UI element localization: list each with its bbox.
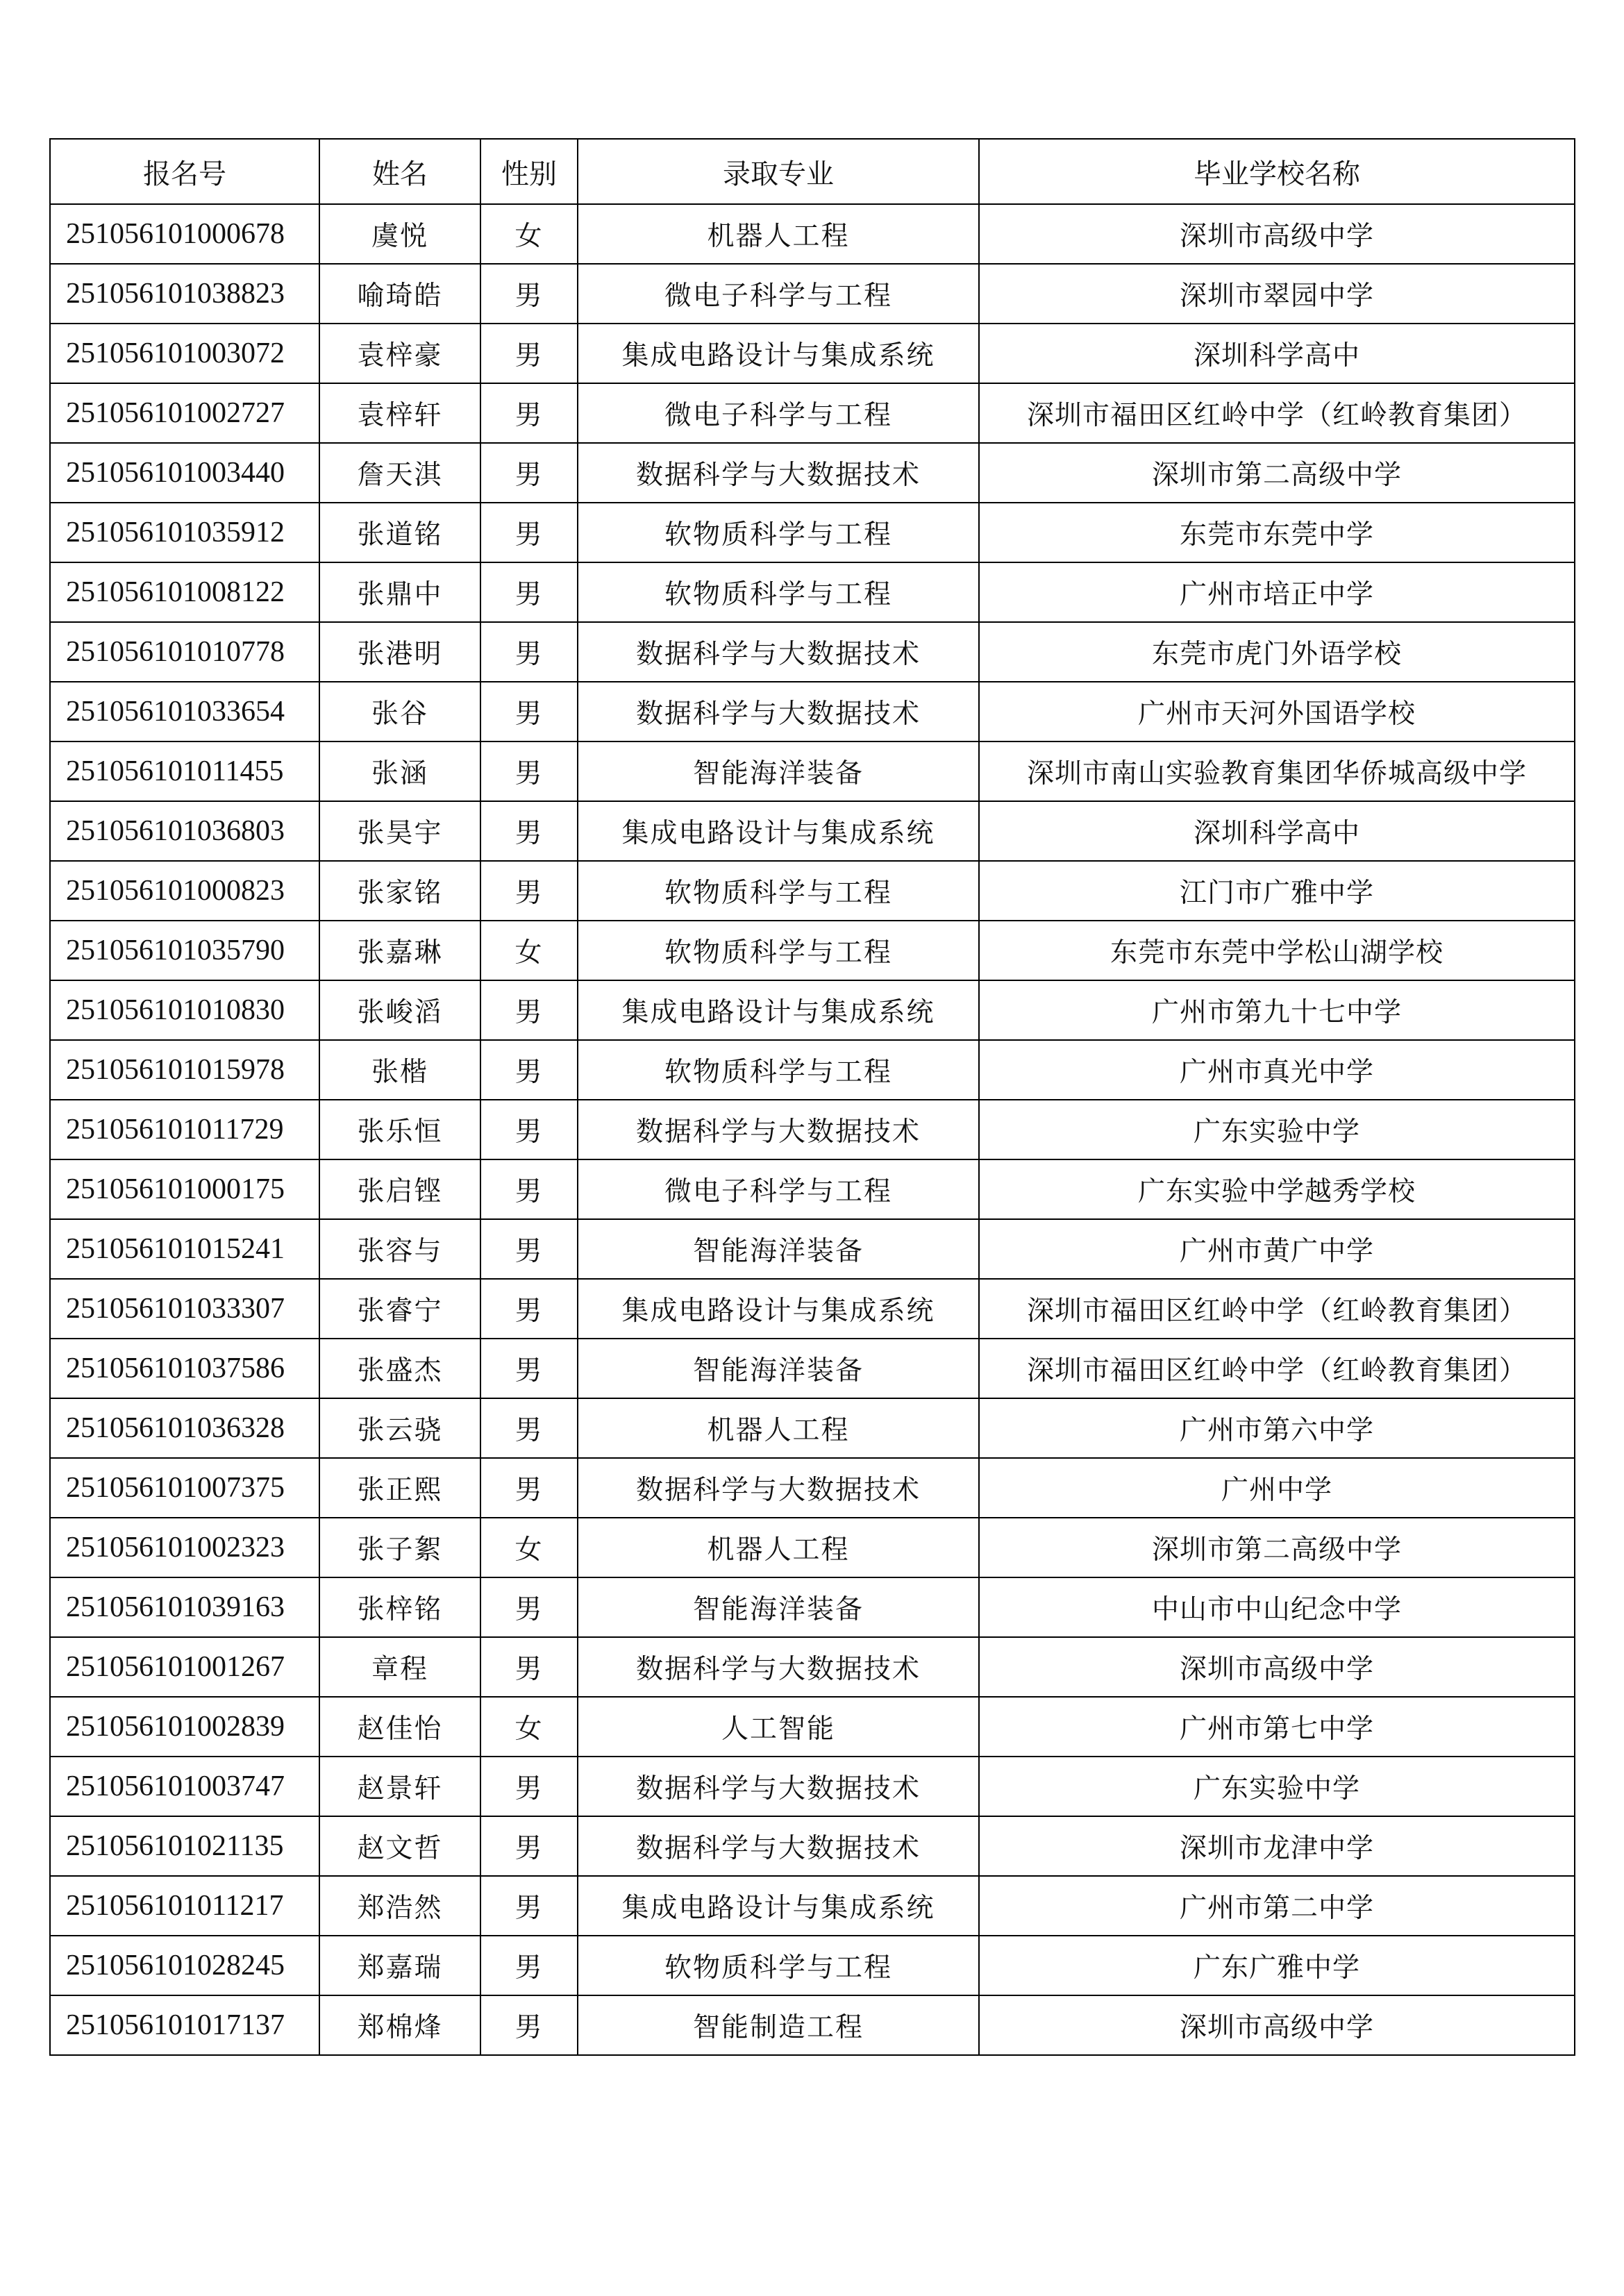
header-name: 姓名 (319, 139, 480, 204)
cell-major: 微电子科学与工程 (578, 1159, 979, 1219)
cell-registration-id: 251056101002839 (50, 1697, 319, 1757)
cell-gender: 女 (480, 204, 578, 264)
cell-major: 人工智能 (578, 1697, 979, 1757)
cell-major: 数据科学与大数据技术 (578, 1757, 979, 1816)
cell-gender: 男 (480, 1995, 578, 2055)
cell-name: 张涵 (319, 741, 480, 801)
cell-school: 广东广雅中学 (979, 1936, 1575, 1995)
cell-gender: 男 (480, 682, 578, 741)
cell-major: 软物质科学与工程 (578, 562, 979, 622)
cell-major: 数据科学与大数据技术 (578, 1100, 979, 1159)
cell-gender: 男 (480, 264, 578, 324)
cell-major: 数据科学与大数据技术 (578, 622, 979, 682)
table-row (50, 562, 1575, 622)
cell-gender: 男 (480, 1100, 578, 1159)
cell-registration-id: 251056101037586 (50, 1339, 319, 1398)
cell-school: 广州市真光中学 (979, 1040, 1575, 1100)
table-row (50, 204, 1575, 264)
table-row (50, 503, 1575, 562)
cell-school: 深圳市高级中学 (979, 1995, 1575, 2055)
cell-school: 东莞市虎门外语学校 (979, 622, 1575, 682)
cell-name: 张嘉琳 (319, 921, 480, 980)
table-row (50, 264, 1575, 324)
table-row (50, 1100, 1575, 1159)
cell-registration-id: 251056101033654 (50, 682, 319, 741)
cell-registration-id: 251056101003072 (50, 324, 319, 383)
cell-major: 集成电路设计与集成系统 (578, 1279, 979, 1339)
cell-name: 张容与 (319, 1219, 480, 1279)
table-row (50, 324, 1575, 383)
table-row (50, 1577, 1575, 1637)
cell-name: 张梓铭 (319, 1577, 480, 1637)
cell-gender: 女 (480, 921, 578, 980)
table-row (50, 1219, 1575, 1279)
cell-name: 张子絮 (319, 1518, 480, 1577)
table-header (50, 139, 1575, 204)
cell-major: 数据科学与大数据技术 (578, 1637, 979, 1697)
cell-name: 张乐恒 (319, 1100, 480, 1159)
table-row (50, 1339, 1575, 1398)
cell-major: 集成电路设计与集成系统 (578, 980, 979, 1040)
cell-registration-id: 251056101003747 (50, 1757, 319, 1816)
cell-major: 智能海洋装备 (578, 1219, 979, 1279)
cell-school: 广东实验中学 (979, 1100, 1575, 1159)
cell-school: 中山市中山纪念中学 (979, 1577, 1575, 1637)
cell-major: 智能海洋装备 (578, 1339, 979, 1398)
cell-school: 深圳市第二高级中学 (979, 1518, 1575, 1577)
cell-school: 深圳市翠园中学 (979, 264, 1575, 324)
cell-gender: 男 (480, 1279, 578, 1339)
header-major: 录取专业 (578, 139, 979, 204)
cell-name: 张启铿 (319, 1159, 480, 1219)
table-row (50, 1757, 1575, 1816)
cell-gender: 男 (480, 1637, 578, 1697)
cell-name: 张楷 (319, 1040, 480, 1100)
cell-registration-id: 251056101010778 (50, 622, 319, 682)
cell-gender: 男 (480, 622, 578, 682)
table-row (50, 801, 1575, 861)
cell-school: 深圳科学高中 (979, 324, 1575, 383)
header-school: 毕业学校名称 (979, 139, 1575, 204)
cell-name: 郑嘉瑞 (319, 1936, 480, 1995)
cell-name: 张峻滔 (319, 980, 480, 1040)
cell-gender: 男 (480, 1398, 578, 1458)
cell-name: 张昊宇 (319, 801, 480, 861)
cell-gender: 男 (480, 1816, 578, 1876)
cell-gender: 男 (480, 1339, 578, 1398)
cell-registration-id: 251056101028245 (50, 1936, 319, 1995)
cell-registration-id: 251056101017137 (50, 1995, 319, 2055)
cell-name: 张正熙 (319, 1458, 480, 1518)
cell-registration-id: 251056101011217 (50, 1876, 319, 1936)
table-row (50, 1697, 1575, 1757)
cell-registration-id: 251056101038823 (50, 264, 319, 324)
cell-major: 软物质科学与工程 (578, 503, 979, 562)
cell-name: 张家铭 (319, 861, 480, 921)
cell-major: 软物质科学与工程 (578, 1040, 979, 1100)
cell-name: 赵佳怡 (319, 1697, 480, 1757)
table-row (50, 443, 1575, 503)
cell-name: 赵景轩 (319, 1757, 480, 1816)
cell-gender: 男 (480, 1936, 578, 1995)
cell-registration-id: 251056101002727 (50, 383, 319, 443)
cell-major: 微电子科学与工程 (578, 264, 979, 324)
cell-registration-id: 251056101036803 (50, 801, 319, 861)
cell-gender: 男 (480, 980, 578, 1040)
cell-name: 袁梓轩 (319, 383, 480, 443)
cell-registration-id: 251056101021135 (50, 1816, 319, 1876)
header-gender: 性别 (480, 139, 578, 204)
table-row (50, 741, 1575, 801)
cell-major: 机器人工程 (578, 204, 979, 264)
cell-school: 广州中学 (979, 1458, 1575, 1518)
cell-registration-id: 251056101000678 (50, 204, 319, 264)
cell-registration-id: 251056101036328 (50, 1398, 319, 1458)
cell-name: 张谷 (319, 682, 480, 741)
table-row (50, 1876, 1575, 1936)
cell-major: 微电子科学与工程 (578, 383, 979, 443)
cell-school: 深圳科学高中 (979, 801, 1575, 861)
cell-school: 东莞市东莞中学 (979, 503, 1575, 562)
cell-school: 广州市第二中学 (979, 1876, 1575, 1936)
cell-school: 广州市第七中学 (979, 1697, 1575, 1757)
cell-school: 深圳市福田区红岭中学（红岭教育集团） (979, 1339, 1575, 1398)
table-row (50, 1398, 1575, 1458)
table-row (50, 1458, 1575, 1518)
cell-name: 袁梓豪 (319, 324, 480, 383)
cell-registration-id: 251056101039163 (50, 1577, 319, 1637)
cell-name: 詹天淇 (319, 443, 480, 503)
cell-major: 机器人工程 (578, 1398, 979, 1458)
cell-gender: 男 (480, 801, 578, 861)
cell-gender: 男 (480, 1458, 578, 1518)
cell-school: 深圳市第二高级中学 (979, 443, 1575, 503)
cell-gender: 女 (480, 1697, 578, 1757)
cell-registration-id: 251056101010830 (50, 980, 319, 1040)
cell-gender: 女 (480, 1518, 578, 1577)
cell-gender: 男 (480, 562, 578, 622)
cell-school: 深圳市南山实验教育集团华侨城高级中学 (979, 741, 1575, 801)
cell-school: 深圳市福田区红岭中学（红岭教育集团） (979, 383, 1575, 443)
cell-major: 数据科学与大数据技术 (578, 1458, 979, 1518)
cell-name: 章程 (319, 1637, 480, 1697)
cell-major: 数据科学与大数据技术 (578, 1816, 979, 1876)
cell-gender: 男 (480, 1040, 578, 1100)
cell-major: 智能制造工程 (578, 1995, 979, 2055)
cell-major: 集成电路设计与集成系统 (578, 1876, 979, 1936)
cell-school: 广东实验中学 (979, 1757, 1575, 1816)
cell-registration-id: 251056101003440 (50, 443, 319, 503)
cell-major: 数据科学与大数据技术 (578, 443, 979, 503)
table-row (50, 1040, 1575, 1100)
cell-name: 张鼎中 (319, 562, 480, 622)
cell-gender: 男 (480, 861, 578, 921)
cell-school: 深圳市福田区红岭中学（红岭教育集团） (979, 1279, 1575, 1339)
cell-major: 数据科学与大数据技术 (578, 682, 979, 741)
cell-major: 智能海洋装备 (578, 1577, 979, 1637)
table-row (50, 861, 1575, 921)
cell-gender: 男 (480, 324, 578, 383)
cell-name: 张道铭 (319, 503, 480, 562)
cell-gender: 男 (480, 1159, 578, 1219)
cell-school: 深圳市高级中学 (979, 204, 1575, 264)
cell-name: 虞悦 (319, 204, 480, 264)
cell-name: 张睿宁 (319, 1279, 480, 1339)
table-row (50, 1279, 1575, 1339)
cell-school: 江门市广雅中学 (979, 861, 1575, 921)
header-id: 报名号 (50, 139, 319, 204)
table-row (50, 1936, 1575, 1995)
cell-registration-id: 251056101000823 (50, 861, 319, 921)
cell-name: 张港明 (319, 622, 480, 682)
cell-registration-id: 251056101033307 (50, 1279, 319, 1339)
table-body (50, 204, 1575, 2055)
table-row (50, 1816, 1575, 1876)
cell-name: 郑浩然 (319, 1876, 480, 1936)
cell-school: 深圳市龙津中学 (979, 1816, 1575, 1876)
cell-name: 张云骁 (319, 1398, 480, 1458)
cell-school: 广东实验中学越秀学校 (979, 1159, 1575, 1219)
cell-major: 软物质科学与工程 (578, 921, 979, 980)
table-row (50, 622, 1575, 682)
cell-registration-id: 251056101000175 (50, 1159, 319, 1219)
cell-name: 喻琦皓 (319, 264, 480, 324)
cell-gender: 男 (480, 741, 578, 801)
cell-school: 深圳市高级中学 (979, 1637, 1575, 1697)
cell-registration-id: 251056101011455 (50, 741, 319, 801)
cell-gender: 男 (480, 383, 578, 443)
table-row (50, 682, 1575, 741)
cell-major: 软物质科学与工程 (578, 861, 979, 921)
cell-school: 广州市培正中学 (979, 562, 1575, 622)
cell-registration-id: 251056101007375 (50, 1458, 319, 1518)
cell-gender: 男 (480, 1219, 578, 1279)
cell-school: 广州市第九十七中学 (979, 980, 1575, 1040)
cell-name: 赵文哲 (319, 1816, 480, 1876)
table-row (50, 383, 1575, 443)
cell-major: 机器人工程 (578, 1518, 979, 1577)
table-row (50, 1159, 1575, 1219)
cell-gender: 男 (480, 1876, 578, 1936)
cell-school: 广州市天河外国语学校 (979, 682, 1575, 741)
cell-name: 张盛杰 (319, 1339, 480, 1398)
cell-gender: 男 (480, 1577, 578, 1637)
cell-registration-id: 251056101035912 (50, 503, 319, 562)
cell-registration-id: 251056101015978 (50, 1040, 319, 1100)
table-row (50, 980, 1575, 1040)
cell-name: 郑棉烽 (319, 1995, 480, 2055)
cell-gender: 男 (480, 503, 578, 562)
cell-school: 东莞市东莞中学松山湖学校 (979, 921, 1575, 980)
cell-registration-id: 251056101011729 (50, 1100, 319, 1159)
cell-registration-id: 251056101035790 (50, 921, 319, 980)
table-row (50, 1518, 1575, 1577)
table-row (50, 921, 1575, 980)
cell-registration-id: 251056101001267 (50, 1637, 319, 1697)
admission-table (49, 138, 1575, 2056)
cell-registration-id: 251056101008122 (50, 562, 319, 622)
table-row (50, 1995, 1575, 2055)
cell-school: 广州市黄广中学 (979, 1219, 1575, 1279)
cell-gender: 男 (480, 443, 578, 503)
cell-gender: 男 (480, 1757, 578, 1816)
cell-major: 集成电路设计与集成系统 (578, 801, 979, 861)
header-row (50, 139, 1575, 204)
cell-major: 集成电路设计与集成系统 (578, 324, 979, 383)
cell-registration-id: 251056101002323 (50, 1518, 319, 1577)
table-row (50, 1637, 1575, 1697)
cell-major: 智能海洋装备 (578, 741, 979, 801)
cell-major: 软物质科学与工程 (578, 1936, 979, 1995)
cell-registration-id: 251056101015241 (50, 1219, 319, 1279)
cell-school: 广州市第六中学 (979, 1398, 1575, 1458)
